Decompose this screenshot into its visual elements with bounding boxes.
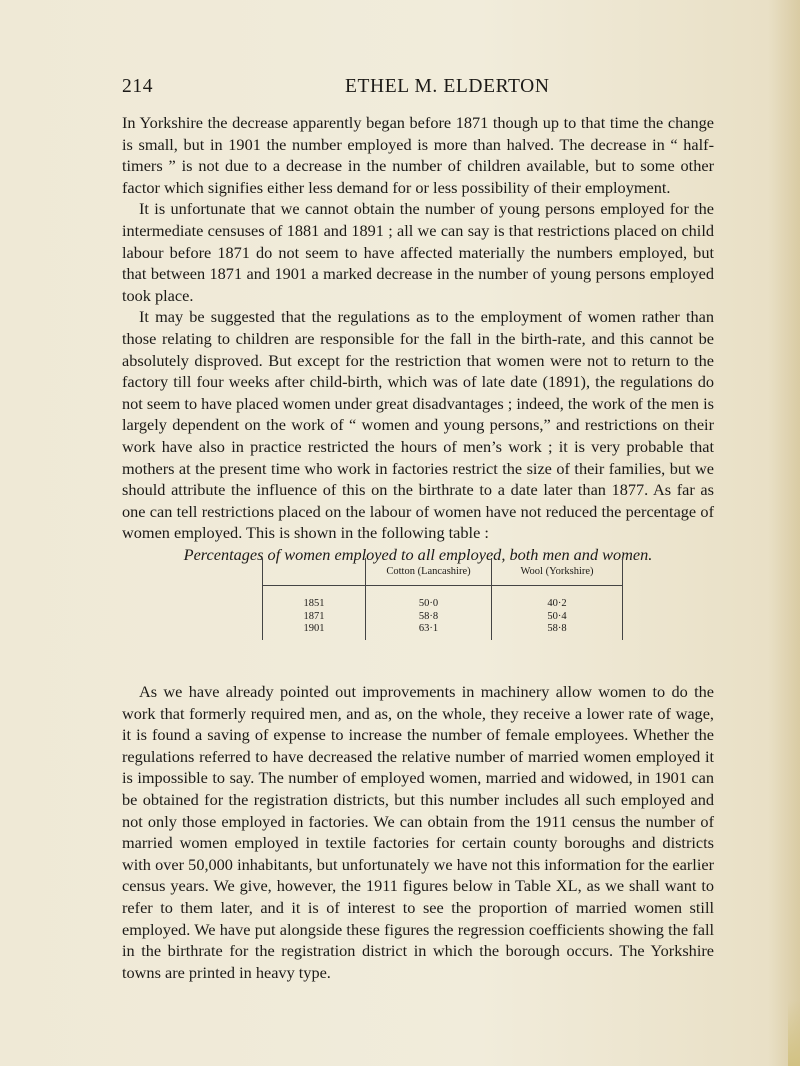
body-text-bottom <box>122 681 714 983</box>
year-cell: 1851 <box>263 586 366 611</box>
table-row <box>263 611 623 624</box>
cotton-cell: 63·1 <box>366 623 492 640</box>
paragraph: It is unfortunate that we cannot obtain the number of young persons employed for the intermediate censuses of 1881 and 1891 ; all we can say is that restrictions placed on child labour before 1871 do not seem to have affected materially the numbers employed, but that between 1871 and 1901 a marked decrease in the number of young persons employed took place. <box>122 199 714 305</box>
body-text-top <box>122 112 714 565</box>
table-header-cell: Cotton (Lancashire) <box>366 558 492 586</box>
table-header-cell: Wool (Yorkshire) <box>492 558 623 586</box>
table-header-cell <box>263 558 366 586</box>
page-number: 214 <box>122 76 154 97</box>
cotton-cell: 50·0 <box>366 586 492 611</box>
paragraph: As we have already pointed out improvements in machinery allow women to do the work that formerly required men, and as, on the whole, they receive a lower rate of wage, it is found a saving of expense to increase the number of female employees. Whether the regulations referred to have decreased the relative number of married women employed it is impossible to say. The number of employed women, married and widowed, in 1901 can be obtained for the registration districts, but this number includes all such employed and not only those employed in factories. We can obtain from the 1911 census the number of married women employed in textile factories for certain county boroughs and districts with over 50,000 inhabitants, but unfortunately we have not this information for the earlier census years. We give, however, the 1911 figures below in Table XL, as we shall want to refer to them later, and it is of interest to see the proportion of married women still employed. We have put alongside these figures the regression coefficients showing the fall in the birthrate for the registration district in which the borough occurs. The Yorkshire towns are printed in heavy type. <box>122 682 714 982</box>
table-row <box>263 623 623 640</box>
paragraph: It may be suggested that the regulations as to the employment of women rather than those relating to children are responsible for the fall in the birth-rate, and this cannot be absolutely disproved. But except for the restriction that women were not to return to the factory till four weeks after child-birth, which was of late date (1891), the regulations do not seem to have placed women under great disadvantages ; indeed, the work of the men is largely dependent on the work of “ women and young persons,” and restrictions on their work have also in practice restricted the hours of men’s work ; it is very probable that mothers at the present time who work in factories restrict the size of their families, but we should attribute the influence of this on the birthrate to a date later than 1877. As far as one can tell restrictions placed on the labour of women have not reduced the percentage of women employed. This is shown in the following table : <box>122 307 714 543</box>
table-header-row <box>263 558 623 586</box>
table-row <box>263 586 623 611</box>
wool-cell: 40·2 <box>492 586 623 611</box>
year-cell: 1901 <box>263 623 366 640</box>
percentages-table <box>262 558 623 640</box>
page-edge-stain <box>788 1000 800 1066</box>
cotton-cell: 58·8 <box>366 611 492 624</box>
table-title: Percentages of women employed to all employed, both men and women. <box>183 544 653 564</box>
wool-cell: 50·4 <box>492 611 623 624</box>
running-head: ETHEL M. ELDERTON <box>345 76 550 97</box>
year-cell: 1871 <box>263 611 366 624</box>
paragraph: In Yorkshire the decrease apparently began before 1871 though up to that time the change is small, but in 1901 the number employed is more than halved. The decrease in “ half-timers ” is not due to a decrease in the number of children available, but to some other factor which signifies either less demand for or less possibility of their employment. <box>122 113 714 197</box>
wool-cell: 58·8 <box>492 623 623 640</box>
